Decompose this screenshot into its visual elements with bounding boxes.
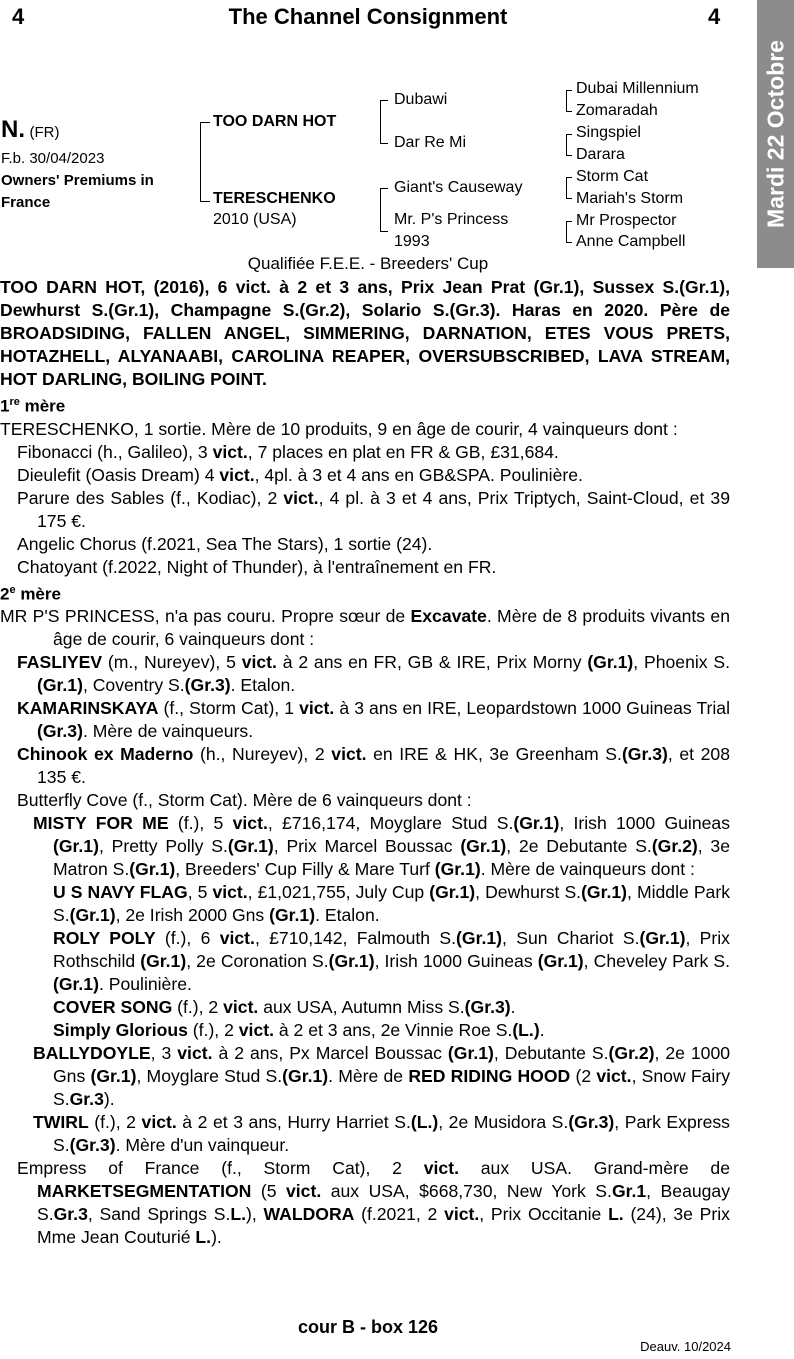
pedigree-bracket	[200, 122, 210, 123]
dam-dam-year: 1993	[394, 233, 430, 250]
grand-produce-misty-for-me: MISTY FOR ME (f.), 5 vict., £716,174, Moyglare Stud S.(Gr.1), Irish 1000 Guineas (Gr.1), Pretty Polly S.(Gr.1), Prix Marcel Boussac (Gr.1), 2e Debutante S.(Gr.2), 3e Matron S.(Gr.1), Breeders' Cup Filly & Mare Turf (Gr.1). Mère de vainqueurs dont :	[33, 813, 731, 880]
produce-roly-poly: ROLY POLY (f.), 6 vict., £710,142, Falmouth S.(Gr.1), Sun Chariot S.(Gr.1), Prix Rothschild (Gr.1), 2e Coronation S.(Gr.1), Irish 1000 Guineas (Gr.1), Cheveley Park S.(Gr.1). Poulinière.	[53, 928, 730, 995]
pedigree-bracket	[380, 100, 388, 101]
sire-paragraph: TOO DARN HOT, (2016), 6 vict. à 2 et 3 ans, Prix Jean Prat (Gr.1), Sussex S.(Gr.1), Dewhurst S.(Gr.1), Champagne S.(Gr.2), Solario S.(Gr.3). Haras en 2020. Père de BROADSIDING, FALLEN ANGEL, SIMMERING, DARNATION, ETES VOUS PRETS, HOTAZHELL, ALYANAABI, CAROLINA REAPER, OVERSUBSCRIBED, LAVA STREAM, HOT DARLING, BOILING POINT.	[0, 277, 730, 389]
horse-name: N.	[1, 116, 25, 143]
first-dam-produce-5: Chatoyant (f.2022, Night of Thunder), à l'entraînement en FR.	[17, 556, 497, 577]
produce-cover-song: COVER SONG (f.), 2 vict. aux USA, Autumn Miss S.(Gr.3).	[53, 997, 516, 1018]
produce-chinook: Chinook ex Maderno (h., Nureyev), 2 vict. en IRE & HK, 3e Greenham S.(Gr.3), et 208 135 €.	[17, 744, 730, 788]
pedigree-bracket	[566, 90, 572, 91]
pedigree-bracket	[566, 155, 572, 156]
pedigree-bracket	[380, 143, 388, 144]
produce-fasliyev: FASLIYEV (m., Nureyev), 5 vict. à 2 ans en FR, GB & IRE, Prix Morny (Gr.1), Phoenix S.(Gr.1), Coventry S.(Gr.3). Etalon.	[17, 652, 731, 696]
qualification: Qualifiée F.E.E. - Breeders' Cup	[247, 254, 489, 273]
dam-sire: Giant's Causeway	[394, 179, 523, 196]
catalogue-body	[0, 276, 730, 1249]
dam-year: 2010 (USA)	[213, 211, 297, 228]
pedigree-bracket	[566, 134, 567, 156]
pedigree-bracket	[566, 90, 567, 112]
sire-name: TOO DARN HOT	[213, 113, 337, 130]
sss: Dubai Millennium	[576, 80, 699, 97]
first-dam-produce-1: Fibonacci (h., Galileo), 3 vict., 7 places en plat en FR & GB, £31,684.	[17, 441, 559, 462]
pedigree-bracket	[566, 242, 572, 243]
lot-number-right: 4	[708, 4, 721, 29]
ddd: Anne Campbell	[576, 233, 686, 250]
pedigree-bracket	[200, 122, 201, 202]
dsd: Mariah's Storm	[576, 190, 684, 207]
produce-us-navy-flag: U S NAVY FLAG, 5 vict., £1,021,755, July Cup (Gr.1), Dewhurst S.(Gr.1), Middle Park S.(Gr.1), 2e Irish 2000 Gns (Gr.1). Etalon.	[53, 882, 730, 926]
grand-produce-twirl: TWIRL (f.), 2 vict. à 2 et 3 ans, Hurry Harriet S.(L.), 2e Musidora S.(Gr.3), Park Express S.(Gr.3). Mère d'un vainqueur.	[33, 1112, 730, 1156]
consignor-title: The Channel Consignment	[228, 4, 508, 29]
premium-line-2: France	[1, 194, 51, 211]
produce-kamarinskaya: KAMARINSKAYA (f., Storm Cat), 1 vict. à 3 ans en IRE, Leopardstown 1000 Guineas Trial (Gr.3). Mère de vainqueurs.	[17, 698, 730, 742]
pedigree-bracket	[566, 221, 567, 243]
box-location: cour B - box 126	[297, 1317, 439, 1337]
produce-butterfly-cove: Butterfly Cove (f., Storm Cat). Mère de 6 vainqueurs dont :	[17, 790, 472, 811]
pedigree-bracket	[380, 188, 381, 232]
first-dam-intro: TERESCHENKO, 1 sortie. Mère de 10 produits, 9 en âge de courir, 4 vainqueurs dont :	[0, 418, 678, 439]
sale-date: Mardi 22 Octobre	[762, 40, 788, 228]
first-dam-produce-3: Parure des Sables (f., Kodiac), 2 vict., 4 pl. à 3 et 4 ans, Prix Triptych, Saint-Cloud, et 39 175 €.	[17, 487, 730, 531]
dam-dam: Mr. P's Princess	[394, 211, 509, 228]
pedigree-bracket	[200, 201, 210, 202]
pedigree-bracket	[566, 177, 572, 178]
horse-origin: (FR)	[29, 124, 60, 141]
ssd: Zomaradah	[576, 102, 658, 119]
grand-produce-ballydoyle: BALLYDOYLE, 3 vict. à 2 ans, Px Marcel Boussac (Gr.1), Debutante S.(Gr.2), 2e 1000 Gns (Gr.1), Moyglare Stud S.(Gr.1). Mère de RED RIDING HOOD (2 vict., Snow Fairy S.Gr.3).	[33, 1043, 731, 1110]
produce-simply-glorious: Simply Glorious (f.), 2 vict. à 2 et 3 ans, 2e Vinnie Roe S.(L.).	[53, 1020, 545, 1041]
pedigree-bracket	[380, 188, 388, 189]
pedigree-bracket	[380, 100, 381, 144]
pedigree-bracket	[566, 111, 572, 112]
first-dam-produce-2: Dieulefit (Oasis Dream) 4 vict., 4pl. à 3 et 4 ans en GB&SPA. Poulinière.	[17, 464, 583, 485]
second-dam-heading: 2e mère	[0, 583, 61, 604]
sdd: Darara	[576, 146, 625, 163]
first-dam-produce-4: Angelic Chorus (f.2021, Sea The Stars), 1 sortie (24).	[17, 533, 433, 554]
premium-line-1: Owners' Premiums in	[1, 172, 154, 189]
dam-name: TERESCHENKO	[213, 190, 336, 207]
sds: Singspiel	[576, 124, 641, 141]
horse-foaled: F.b. 30/04/2023	[1, 150, 105, 167]
dss: Storm Cat	[576, 168, 649, 185]
sire-sire: Dubawi	[394, 91, 448, 108]
sale-reference: Deauv. 10/2024	[640, 1339, 731, 1354]
pedigree-bracket	[566, 198, 572, 199]
horse-name-line	[1, 116, 60, 143]
pedigree-bracket	[566, 221, 572, 222]
produce-empress-of-france: Empress of France (f., Storm Cat), 2 vict. aux USA. Grand-mère de MARKETSEGMENTATION (5 vict. aux USA, $668,730, New York S.Gr.1, Beaugay S.Gr.3, Sand Springs S.L.), WALDORA (f.2021, 2 vict., Prix Occitanie L. (24), 3e Prix Mme Jean Couturié L.).	[17, 1158, 731, 1248]
date-sidebar	[757, 0, 794, 268]
dds: Mr Prospector	[576, 212, 677, 229]
pedigree-bracket	[380, 231, 388, 232]
second-dam-intro: MR P'S PRINCESS, n'a pas couru. Propre sœur de Excavate. Mère de 8 produits vivants en âge de courir, 6 vainqueurs dont :	[0, 606, 730, 650]
sire-dam: Dar Re Mi	[394, 134, 467, 151]
first-dam-heading: 1re mère	[0, 396, 66, 416]
pedigree-bracket	[566, 134, 572, 135]
lot-number-left: 4	[12, 4, 25, 29]
pedigree-bracket	[566, 177, 567, 199]
